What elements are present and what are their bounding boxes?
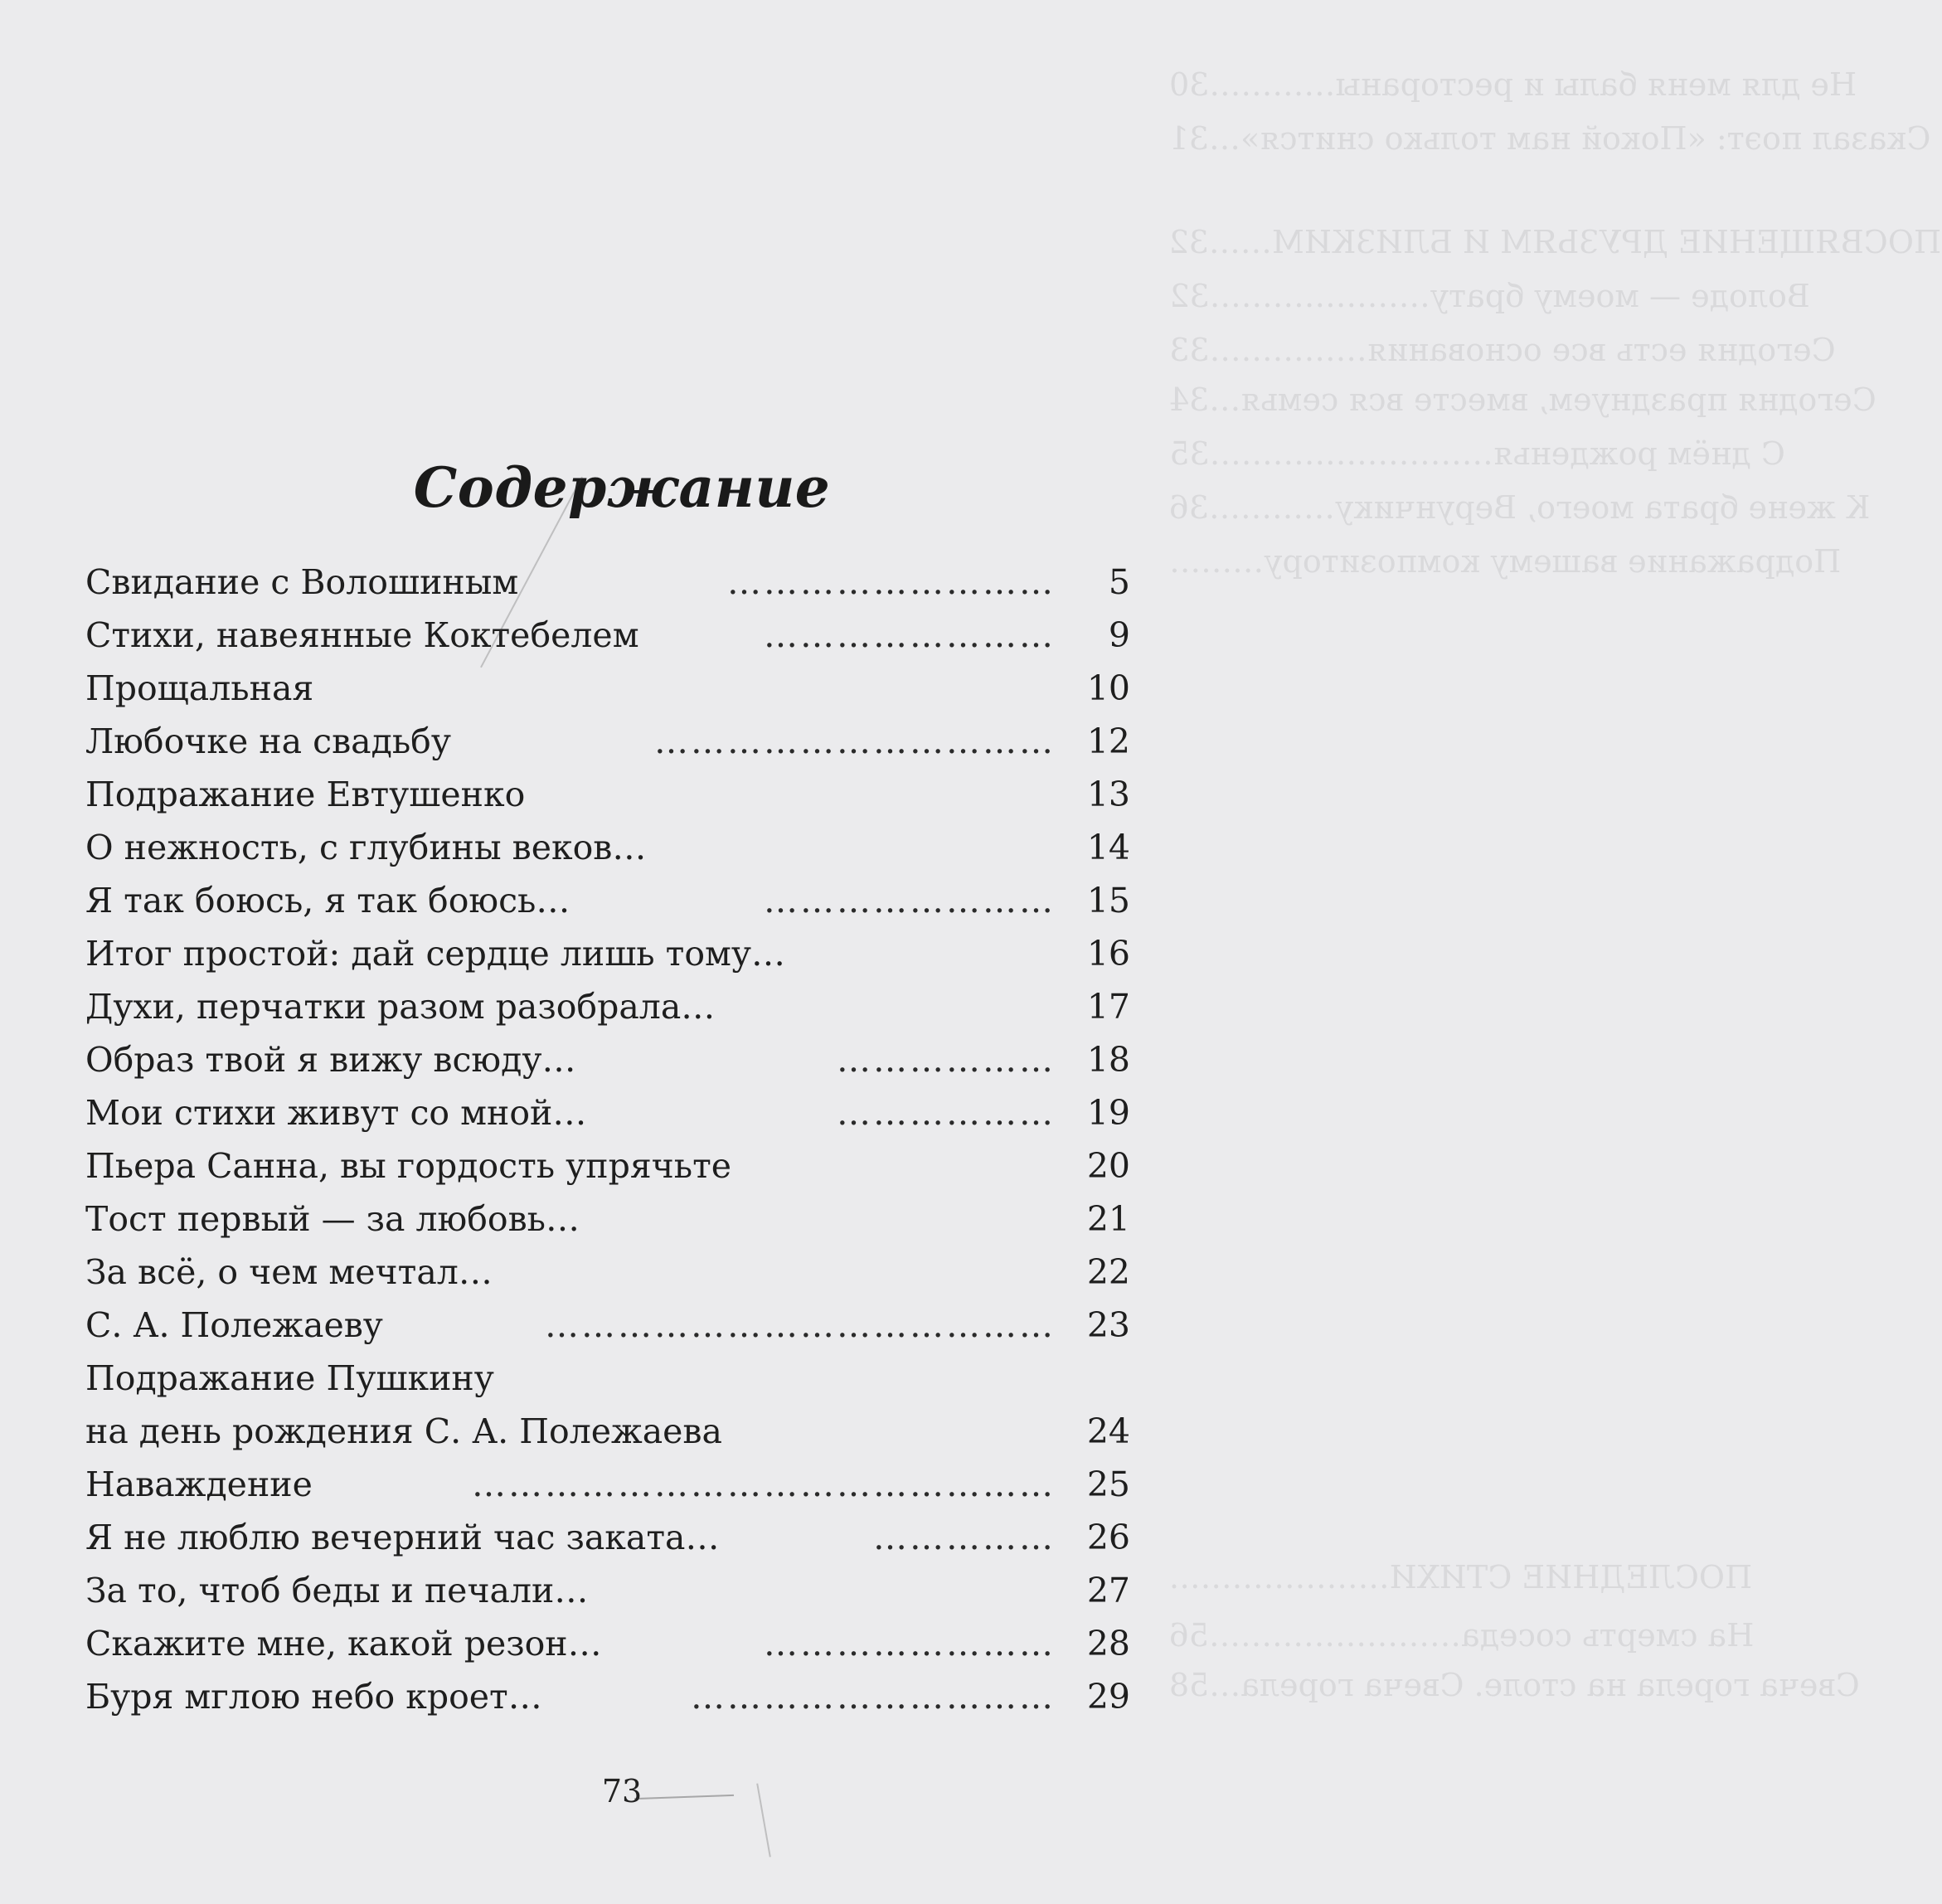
toc-entry-title: Образ твой я вижу всюду…: [85, 1040, 576, 1080]
toc-entry-page: 26: [1086, 1518, 1130, 1557]
toc-entry: [85, 768, 1130, 821]
toc-entry: [85, 1246, 1130, 1299]
toc-entry-title: Тост первый — за любовь…: [85, 1199, 580, 1239]
toc-entry-title: Любочке на свадьбу: [85, 721, 451, 761]
toc-entry: [85, 1086, 1130, 1139]
toc-entry-title: Скажите мне, какой резон…: [85, 1624, 602, 1664]
toc-entry-page: 28: [1086, 1624, 1130, 1664]
toc-entry-title: Прощальная: [85, 668, 314, 708]
toc-entry: [85, 609, 1130, 662]
toc-entry-leader: ……………: [873, 1518, 1056, 1557]
toc-entry-page: 22: [1086, 1252, 1130, 1292]
toc-entry-page: 5: [1108, 562, 1130, 602]
toc-entry: [85, 1352, 1130, 1405]
bleed-through-background: Не для меня балы и рестораны…………30 Сказал поэт: «Покой нам только снится»…31 ПОСВЯЩЕНИЕ ДРУЗЬЯМ И БЛИЗКИМ……32 Володе — моему брату…………………32 Сегодня есть все основания……………33 Сегодня празднуем, вместе вся семья…34 С днём рожденья………………………35 К жене брата моего, Верунчику…………36 Подражание вашему композитору……… ПОСЛЕДНИЕ СТИХИ………………… На смерть соседа……………………56 Свеча горела на столе. Свеча горела…58: [1169, 66, 1942, 1703]
toc-entry-page: 10: [1086, 668, 1130, 708]
toc-entry-page: 9: [1108, 615, 1130, 655]
toc-entry-leader: ……………………………………: [545, 1305, 1056, 1345]
toc-entry-title: Наваждение: [85, 1464, 313, 1504]
toc-entry-leader: ………………: [837, 1093, 1056, 1133]
toc-entry: [85, 1511, 1130, 1564]
toc-entry: [85, 556, 1130, 609]
toc-entry-page: 12: [1086, 721, 1130, 761]
toc-entry-page: 21: [1086, 1199, 1130, 1239]
toc-entry: [85, 715, 1130, 768]
toc-entry-title: Мои стихи живут со мной…: [85, 1093, 587, 1133]
toc-entry: [85, 1458, 1130, 1511]
toc-entry-page: 18: [1086, 1040, 1130, 1080]
toc-entry-page: 15: [1086, 881, 1130, 920]
toc-entry-page: 29: [1086, 1677, 1130, 1717]
toc-entry-title: С. А. Полежаеву: [85, 1305, 383, 1345]
toc-entry: [85, 874, 1130, 927]
toc-entry-title: За всё, о чем мечтал…: [85, 1252, 493, 1292]
toc-entry-page: 16: [1086, 934, 1130, 974]
toc-entry-leader: …………………………: [691, 1677, 1056, 1717]
toc-entry-page: 17: [1086, 987, 1130, 1027]
toc-entry-page: 27: [1086, 1571, 1130, 1610]
toc-entry: [85, 1670, 1130, 1723]
toc-entry-page: 13: [1086, 775, 1130, 814]
toc-entry-title: О нежность, с глубины веков…: [85, 828, 647, 867]
toc-entry-leader: ……………………………: [654, 721, 1056, 761]
toc-entry: [85, 980, 1130, 1033]
toc-entry-leader: ………………………: [727, 562, 1056, 602]
toc-entry: [85, 1299, 1130, 1352]
toc-entry: [85, 662, 1130, 715]
toc-entry: [85, 1139, 1130, 1192]
toc-entry: [85, 1192, 1130, 1246]
toc-entry-title: Буря мглою небо кроет…: [85, 1677, 542, 1717]
toc-entry-leader: ……………………: [764, 615, 1056, 655]
toc-entry: [85, 1617, 1130, 1670]
toc-entry-title: Пьера Санна, вы гордость упрячьте: [85, 1146, 732, 1186]
toc-entry-title: Итог простой: дай сердце лишь тому…: [85, 934, 786, 974]
toc-heading: Содержание: [413, 455, 831, 521]
toc-entry-page: 20: [1086, 1146, 1130, 1186]
toc-entry-page: 23: [1086, 1305, 1130, 1345]
toc-entry-title: Духи, перчатки разом разобрала…: [85, 987, 716, 1027]
toc-entry: [85, 927, 1130, 980]
toc-entry: [85, 1405, 1130, 1458]
toc-entry-title: Я так боюсь, я так боюсь…: [85, 881, 570, 920]
toc-entry-title: Подражание Пушкину: [85, 1358, 494, 1398]
toc-entry-title: на день рождения С. А. Полежаева: [85, 1411, 722, 1451]
page-number: 73: [0, 1773, 1244, 1809]
toc-list: [85, 556, 1130, 1723]
toc-entry-page: 25: [1086, 1464, 1130, 1504]
toc-entry-leader: ……………………: [764, 1624, 1056, 1664]
toc-entry-page: 24: [1086, 1411, 1130, 1451]
toc-entry: [85, 1564, 1130, 1617]
toc-entry-title: Подражание Евтушенко: [85, 775, 526, 814]
toc-entry-title: Свидание с Волошиным: [85, 562, 519, 602]
toc-entry-page: 19: [1086, 1093, 1130, 1133]
toc-entry-title: Я не люблю вечерний час заката…: [85, 1518, 720, 1557]
toc-entry-leader: ……………………: [764, 881, 1056, 920]
toc-entry-leader: ………………: [837, 1040, 1056, 1080]
toc-entry-title: Стихи, навеянные Коктебелем: [85, 615, 639, 655]
toc-entry: [85, 1033, 1130, 1086]
toc-entry: [85, 821, 1130, 874]
toc-entry-title: За то, чтоб беды и печали…: [85, 1571, 589, 1610]
toc-entry-leader: …………………………………………: [472, 1464, 1056, 1504]
toc-entry-page: 14: [1086, 828, 1130, 867]
